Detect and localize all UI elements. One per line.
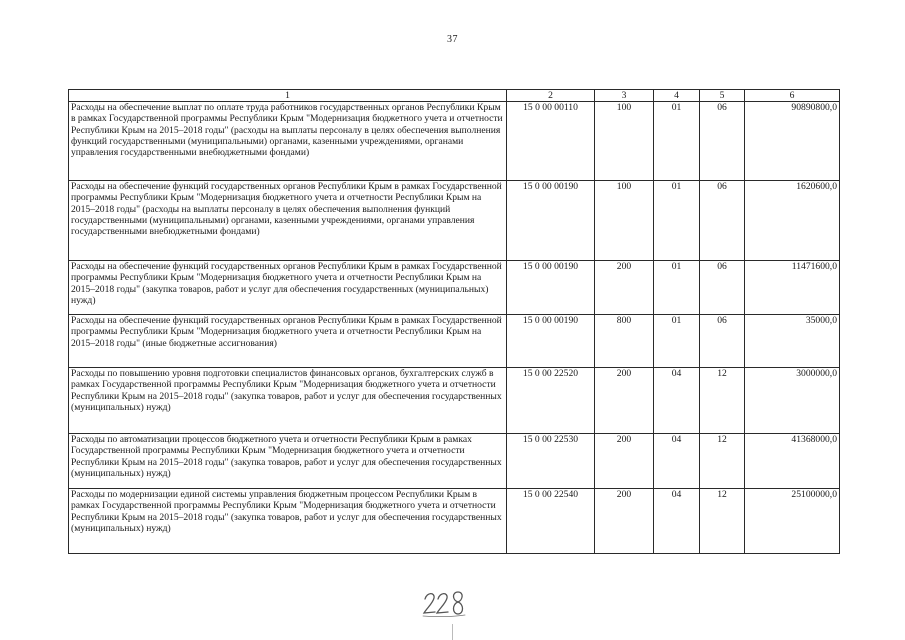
col-header-2: 2 xyxy=(507,90,595,102)
row-subsection: 12 xyxy=(700,434,745,489)
row-target-code: 15 0 00 00190 xyxy=(507,181,595,261)
row-description: Расходы по повышению уровня подготовки специалистов финансовых органов, бухгалтерских служб в рамках Государственной программы Республики Крым "Модернизация бюджетного учета и отчетности Республики Крым на 2015–2018 годы" (закупка товаров, работ и услуг для обеспечения государственных (муниципальных) нужд) xyxy=(69,368,507,434)
row-section: 01 xyxy=(654,261,700,315)
row-target-code: 15 0 00 00190 xyxy=(507,261,595,315)
table-row xyxy=(69,368,840,434)
row-description: Расходы на обеспечение функций государственных органов Республики Крым в рамках Государственной программы Республики Крым "Модернизация бюджетного учета и отчетности Республики Крым на 2015–2018 годы" (закупка товаров, работ и услуг для обеспечения государственных (муниципальных) нужд) xyxy=(69,261,507,315)
header-row xyxy=(69,90,840,102)
row-description: Расходы на обеспечение выплат по оплате труда работников государственных органов Республики Крым в рамках Государственной программы Республики Крым "Модернизация бюджетного учета и отчетности Республики Крым на 2015–2018 годы" (расходы на выплаты персоналу в целях обеспечения выполнения функций государственными (муниципальными) органами, казенными учреждениями, органами управления государственными внебюджетными фондами) xyxy=(69,102,507,181)
row-section: 04 xyxy=(654,434,700,489)
row-amount: 41368000,0 xyxy=(745,434,840,489)
row-amount: 1620600,0 xyxy=(745,181,840,261)
row-section: 04 xyxy=(654,368,700,434)
row-target-code: 15 0 00 00190 xyxy=(507,315,595,368)
row-subsection: 12 xyxy=(700,368,745,434)
row-amount: 25100000,0 xyxy=(745,489,840,554)
col-header-6: 6 xyxy=(745,90,840,102)
row-section: 01 xyxy=(654,102,700,181)
row-expense-type: 100 xyxy=(595,102,654,181)
row-expense-type: 800 xyxy=(595,315,654,368)
table-row xyxy=(69,261,840,315)
row-expense-type: 100 xyxy=(595,181,654,261)
table-row xyxy=(69,489,840,554)
handwritten-page-number xyxy=(422,588,466,618)
row-expense-type: 200 xyxy=(595,261,654,315)
row-description: Расходы на обеспечение функций государственных органов Республики Крым в рамках Государственной программы Республики Крым "Модернизация бюджетного учета и отчетности Республики Крым на 2015–2018 годы" (иные бюджетные ассигнования) xyxy=(69,315,507,368)
row-amount: 3000000,0 xyxy=(745,368,840,434)
budget-table xyxy=(68,89,840,554)
row-description: Расходы по модернизации единой системы управления бюджетным процессом Республики Крым в рамках Государственной программы Республики Крым "Модернизация бюджетного учета и отчетности Республики Крым на 2015–2018 годы" (закупка товаров, работ и услуг для обеспечения государственных (муниципальных) нужд) xyxy=(69,489,507,554)
table-row xyxy=(69,181,840,261)
row-section: 01 xyxy=(654,181,700,261)
col-header-3: 3 xyxy=(595,90,654,102)
row-subsection: 12 xyxy=(700,489,745,554)
row-subsection: 06 xyxy=(700,261,745,315)
row-target-code: 15 0 00 22520 xyxy=(507,368,595,434)
row-subsection: 06 xyxy=(700,315,745,368)
row-amount: 11471600,0 xyxy=(745,261,840,315)
col-header-4: 4 xyxy=(654,90,700,102)
table-row xyxy=(69,315,840,368)
scan-edge-mark xyxy=(452,624,453,640)
row-expense-type: 200 xyxy=(595,489,654,554)
row-target-code: 15 0 00 00110 xyxy=(507,102,595,181)
table-row xyxy=(69,434,840,489)
col-header-1: 1 xyxy=(69,90,507,102)
table-row xyxy=(69,102,840,181)
row-target-code: 15 0 00 22540 xyxy=(507,489,595,554)
row-description: Расходы по автоматизации процессов бюджетного учета и отчетности Республики Крым в рамках Государственной программы Республики Крым "Модернизация бюджетного учета и отчетности Республики Крым на 2015–2018 годы" (закупка товаров, работ и услуг для обеспечения государственных (муниципальных) нужд) xyxy=(69,434,507,489)
row-section: 04 xyxy=(654,489,700,554)
col-header-5: 5 xyxy=(700,90,745,102)
row-section: 01 xyxy=(654,315,700,368)
row-subsection: 06 xyxy=(700,181,745,261)
row-amount: 35000,0 xyxy=(745,315,840,368)
row-expense-type: 200 xyxy=(595,434,654,489)
page-number: 37 xyxy=(447,34,458,45)
row-amount: 90890800,0 xyxy=(745,102,840,181)
row-subsection: 06 xyxy=(700,102,745,181)
row-target-code: 15 0 00 22530 xyxy=(507,434,595,489)
row-expense-type: 200 xyxy=(595,368,654,434)
row-description: Расходы на обеспечение функций государственных органов Республики Крым в рамках Государственной программы Республики Крым "Модернизация бюджетного учета и отчетности Республики Крым на 2015–2018 годы" (расходы на выплаты персоналу в целях обеспечения выполнения функций государственными (муниципальными) органами, казенными учреждениями, органами управления государственными внебюджетными фондами) xyxy=(69,181,507,261)
